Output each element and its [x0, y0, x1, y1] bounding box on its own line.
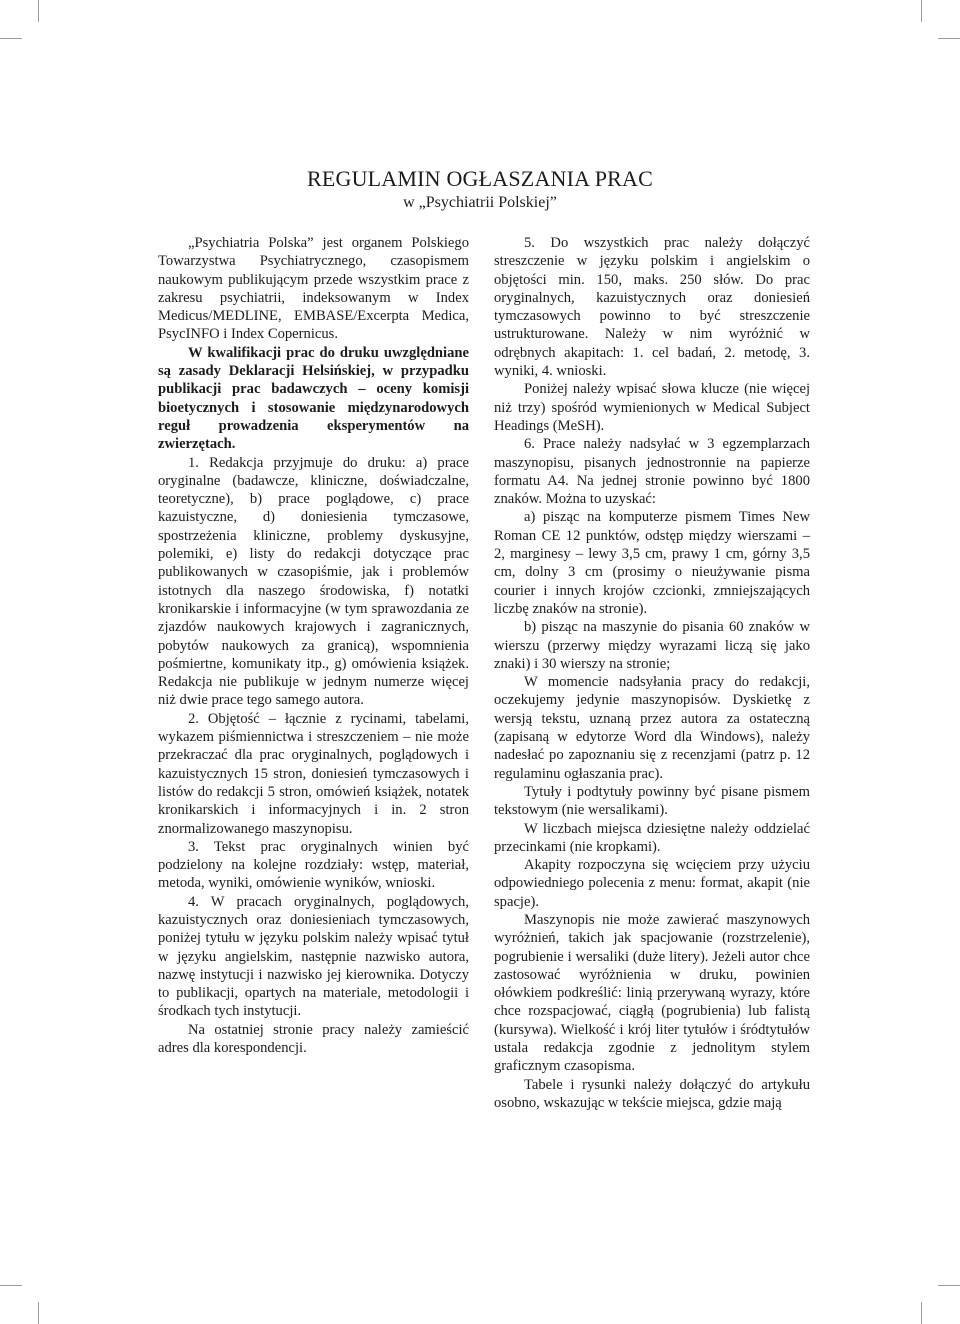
paragraph: a) pisząc na komputerze pismem Times New Roman CE 12 punktów, odstęp między wierszami – 2, marginesy – lewy 3,5 cm, prawy 1 cm, górny 3,5 cm, dolny 3 cm (prosimy o nieużywanie pisma courier i innych krojów czcionki, zmniejszających liczbę znaków na stronie). — [494, 509, 810, 617]
paragraph: W momencie nadsyłania pracy do redakcji, oczekujemy jedynie maszynopisów. Dyskietkę z wersją tekstu, uznaną przez autora za ostateczną (zapisaną w edytorze Word dla Windows), należy nadesłać po zapoznaniu się z recenzjami (patrz p. 12 regulaminu ogłaszania prac). — [494, 674, 810, 782]
paragraph: Maszynopis nie może zawierać maszynowych wyróżnień, takich jak spacjowanie (rozstrzelenie), pogrubienie i wersaliki (duże litery). Jeżeli autor chce zastosować wyróżnienia w druku, powinien ołówkiem podkreślić: linią przerywaną wyrazy, które chce rozspacjować, ciągłą (pogrubienia) lub falistą (kursywa). Wielkość i krój liter tytułów i śródtytułów ustala redakcja zgodnie z jednolitym stylem graficznym czasopisma. — [494, 911, 810, 1075]
crop-mark-top-left-h — [0, 38, 22, 39]
crop-mark-bottom-left-v — [38, 1302, 39, 1324]
paragraph: 4. W pracach oryginalnych, poglądowych, kazuistycznych oraz doniesieniach tymczasowych, poniżej tytułu w języku polskim należy wpisać tytuł w języku angielskim, następnie nazwisko autora, nazwę instytucji i nazwisko jej kierownika. Dotyczy to publikacji, opartych na materiale, metodologii i środkach tych instytucji. — [158, 893, 469, 1020]
paragraph: „Psychiatria Polska” jest organem Polskiego Towarzystwa Psychiatrycznego, czasopismem naukowym publikującym przede wszystkim prace z zakresu psychiatrii, indeksowanym w Index Medicus/MEDLINE, EMBASE/Excerpta Medica, PsycINFO i Index Copernicus. — [158, 235, 469, 343]
paragraph: 3. Tekst prac oryginalnych winien być podzielony na kolejne rozdziały: wstęp, materiał, metoda, wyniki, omówienie wyników, wnioski. — [158, 838, 469, 892]
crop-mark-top-right-v — [921, 0, 922, 22]
paragraph: Tytuły i podtytuły powinny być pisane pismem tekstowym (nie wersalikami). — [494, 783, 810, 819]
paragraph: Na ostatniej stronie pracy należy zamieścić adres dla korespondencji. — [158, 1021, 469, 1057]
right-column — [494, 234, 810, 1112]
paragraph: 2. Objętość – łącznie z rycinami, tabelami, wykazem piśmiennictwa i streszczeniem – nie może przekraczać dla prac oryginalnych, poglądowych i kazuistycznych 15 stron, doniesień tymczasowych i listów do redakcji 5 stron, omówień książek, notatek kronikarskich i informacyjnych i in. 2 stron znormalizowanego maszynopisu. — [158, 710, 469, 837]
paragraph-bold-ethics: W kwalifikacji prac do druku uwzględniane są zasady Deklaracji Helsińskiej, w przypadku publikacji prac badawczych – oceny komisji bioetycznych i stosowanie międzynarodowych reguł prowadzenia eksperymentów na zwierzętach. — [158, 344, 469, 453]
paragraph: Tabele i rysunki należy dołączyć do artykułu osobno, wskazując w tekście miejsca, gdzie mają — [494, 1076, 810, 1111]
paragraph: W liczbach miejsca dziesiętne należy oddzielać przecinkami (nie kropkami). — [494, 820, 810, 855]
crop-mark-top-left-v — [38, 0, 39, 22]
paragraph: b) pisząc na maszynie do pisania 60 znaków w wierszu (przerwy między wyrazami liczą się jako znaki) i 30 wierszy na stronie; — [494, 619, 810, 672]
paragraph: 6. Prace należy nadsyłać w 3 egzemplarzach maszynopisu, pisanych jednostronnie na papierze formatu A4. Na jednej stronie powinno być 1800 znaków. Można to uzyskać: — [494, 436, 810, 508]
paragraph: Poniżej należy wpisać słowa klucze (nie więcej niż trzy) spośród wymienionych w Medical Subject Headings (MeSH). — [494, 381, 810, 434]
paragraph: 1. Redakcja przyjmuje do druku: a) prace oryginalne (badawcze, kliniczne, doświadczalne, teoretyczne), b) prace poglądowe, c) prace kazuistyczne, d) doniesienia tymczasowe, spostrzeżenia kliniczne, problemy dyskusyjne, polemiki, e) listy do redakcji dotyczące prac publikowanych w czasopiśmie, jak i problemów istotnych dla naszego środowiska, f) notatki kronikarskie i informacyjne (w tym sprawozdania ze zjazdów naukowych krajowych i zagranicznych, pobytów naukowych za granicą), wspomnienia pośmiertne, komunikaty itp., g) omówienia książek. Redakcja nie publikuje w jednym numerze więcej niż dwie prace tego samego autora. — [158, 454, 469, 709]
paragraph: 5. Do wszystkich prac należy dołączyć streszczenie w języku polskim i angielskim o objętości min. 150, maks. 250 słów. Do prac oryginalnych, kazuistycznych oraz doniesień tymczasowych powinno to być streszczenie ustrukturowane. Należy w nim wyróżnić w odrębnych akapitach: 1. cel badań, 2. metodę, 3. wyniki, 4. wnioski. — [494, 235, 810, 380]
left-column — [158, 234, 469, 1057]
paragraph: Akapity rozpoczyna się wcięciem przy użyciu odpowiedniego polecenia z menu: format, akapit (nie spacje). — [494, 857, 810, 910]
crop-mark-top-right-h — [938, 38, 960, 39]
title-block — [0, 166, 960, 214]
crop-mark-bottom-left-h — [0, 1285, 22, 1286]
document-subtitle: w „Psychiatrii Polskiej” — [403, 194, 557, 211]
document-title: REGULAMIN OGŁASZANIA PRAC — [306, 166, 653, 191]
crop-mark-bottom-right-v — [921, 1302, 922, 1324]
crop-mark-bottom-right-h — [938, 1285, 960, 1286]
